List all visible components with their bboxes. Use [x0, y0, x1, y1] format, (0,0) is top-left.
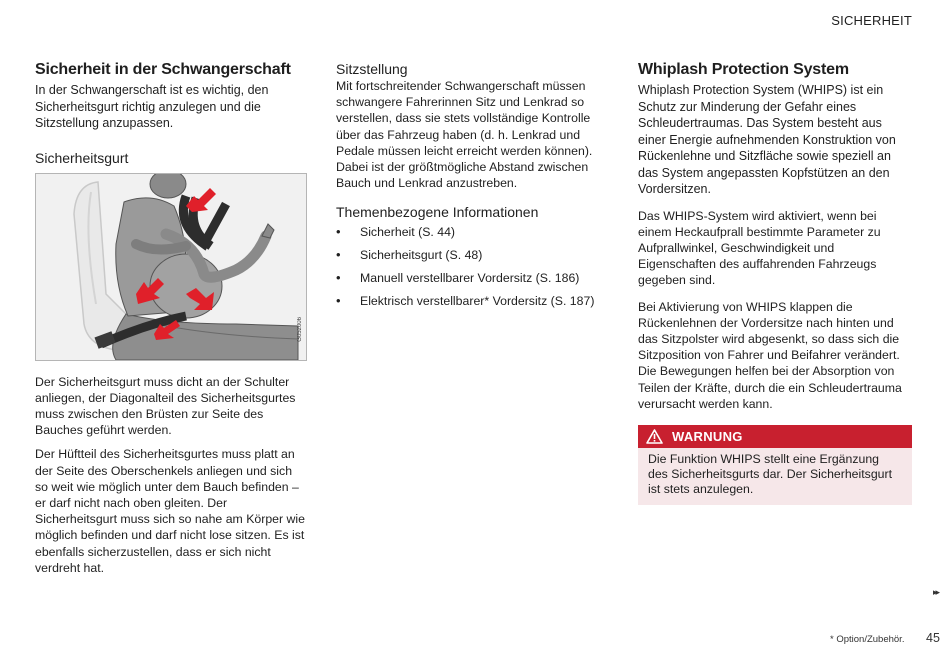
related-info-heading: Themenbezogene Informationen [336, 204, 539, 221]
seatbelt-paragraph-2: Der Hüftteil des Sicherheitsgurtes muss platt an der Seite des Oberschenkels anliegen und sich so weit wie möglich unter dem Bauch befinden – er darf nicht nach oben gleiten. Der Sicherheitsgurt muss sich so nahe am Körper wie möglich befinden und darf nicht lose sitzen. Es ist ebenfalls sicherzustellen, dass er sich nicht verdreht hat. [35, 447, 305, 575]
warning-header [638, 425, 912, 448]
section-header: SICHERHEIT [831, 13, 912, 28]
related-links-list [336, 224, 604, 309]
column-seating [336, 58, 604, 316]
figure-code: G052006 [297, 316, 303, 342]
column-pregnancy [35, 58, 307, 576]
whips-paragraph-1: Das WHIPS-System wird aktiviert, wenn bei einem Heckaufprall bestimmte Parameter zu Aufprallwinkel, Geschwindigkeit und Eigenschaften des auffahrenden Fahrzeugs gegeben sind. [638, 208, 881, 288]
page-number: 45 [926, 631, 940, 645]
related-link[interactable]: • Elektrisch verstellbarer* Vordersitz (S. 187) [336, 293, 604, 309]
continue-arrow-icon: ▸▸ [932, 587, 938, 597]
seatbelt-subheading: Sicherheitsgurt [35, 149, 129, 166]
seatbelt-paragraph-1: Der Sicherheitsgurt muss dicht an der Schulter anliegen, der Diagonalteil des Sicherheitsgurtes muss zwischen den Brüsten zur Seite des Bauches geführt werden. [35, 374, 296, 438]
column-whips [638, 58, 912, 505]
illustration-graphic [36, 174, 306, 360]
warning-triangle-icon [646, 429, 663, 444]
footnote: * Option/Zubehör. [830, 634, 905, 645]
related-link[interactable]: • Sicherheit (S. 44) [336, 224, 604, 240]
pregnancy-intro: In der Schwangerschaft ist es wichtig, den Sicherheitsgurt richtig anzulegen und die Sitzstellung anzupassen. [35, 83, 269, 130]
whips-paragraph-2: Bei Aktivierung von WHIPS klappen die Rückenlehnen der Vordersitze nach hinten und das Sitzpolster wird abgesenkt, so dass sich die Sitzposition von Fahrer und Beifahrer verändert. Die Bewegungen helfen bei der Absorption von Teilen der Kräfte, durch die ein Schleudertrauma verursacht werden kann. [638, 299, 902, 411]
related-link[interactable]: • Manuell verstellbarer Vordersitz (S. 186) [336, 270, 604, 286]
warning-box [638, 425, 912, 505]
warning-text: Die Funktion WHIPS stellt eine Ergänzung des Sicherheitsgurts dar. Der Sicherheitsgurt ist stets anzulegen. [648, 451, 893, 496]
seating-paragraph: Mit fortschreitender Schwangerschaft müssen schwangere Fahrerinnen Sitz und Lenkrad so verstellen, dass sie stets vollständige Kontrolle über das Fahrzeug haben (d. h. Lenkrad und Pedale müssen leicht erreicht werden können). Dabei ist der größtmögliche Abstand zwischen Bauch und Lenkrad anzustreben. [336, 79, 593, 191]
pregnancy-title: Sicherheit in der Schwangerschaft [35, 61, 291, 78]
whips-intro: Whiplash Protection System (WHIPS) ist ein Schutz zur Minderung der Gefahr eines Schleudertraumas. Das System besteht aus einer Energie aufnehmenden Konstruktion von Rückenlehne und Sitzfläche sowie speziell an das System angepassten Kopfstützen an den Vordersitzen. [638, 83, 896, 196]
whips-title: Whiplash Protection System [638, 61, 849, 78]
related-link[interactable]: • Sicherheitsgurt (S. 48) [336, 247, 604, 263]
pregnant-seatbelt-illustration [35, 173, 307, 361]
warning-label: WARNUNG [672, 428, 743, 444]
seating-heading: Sitzstellung [336, 61, 408, 77]
